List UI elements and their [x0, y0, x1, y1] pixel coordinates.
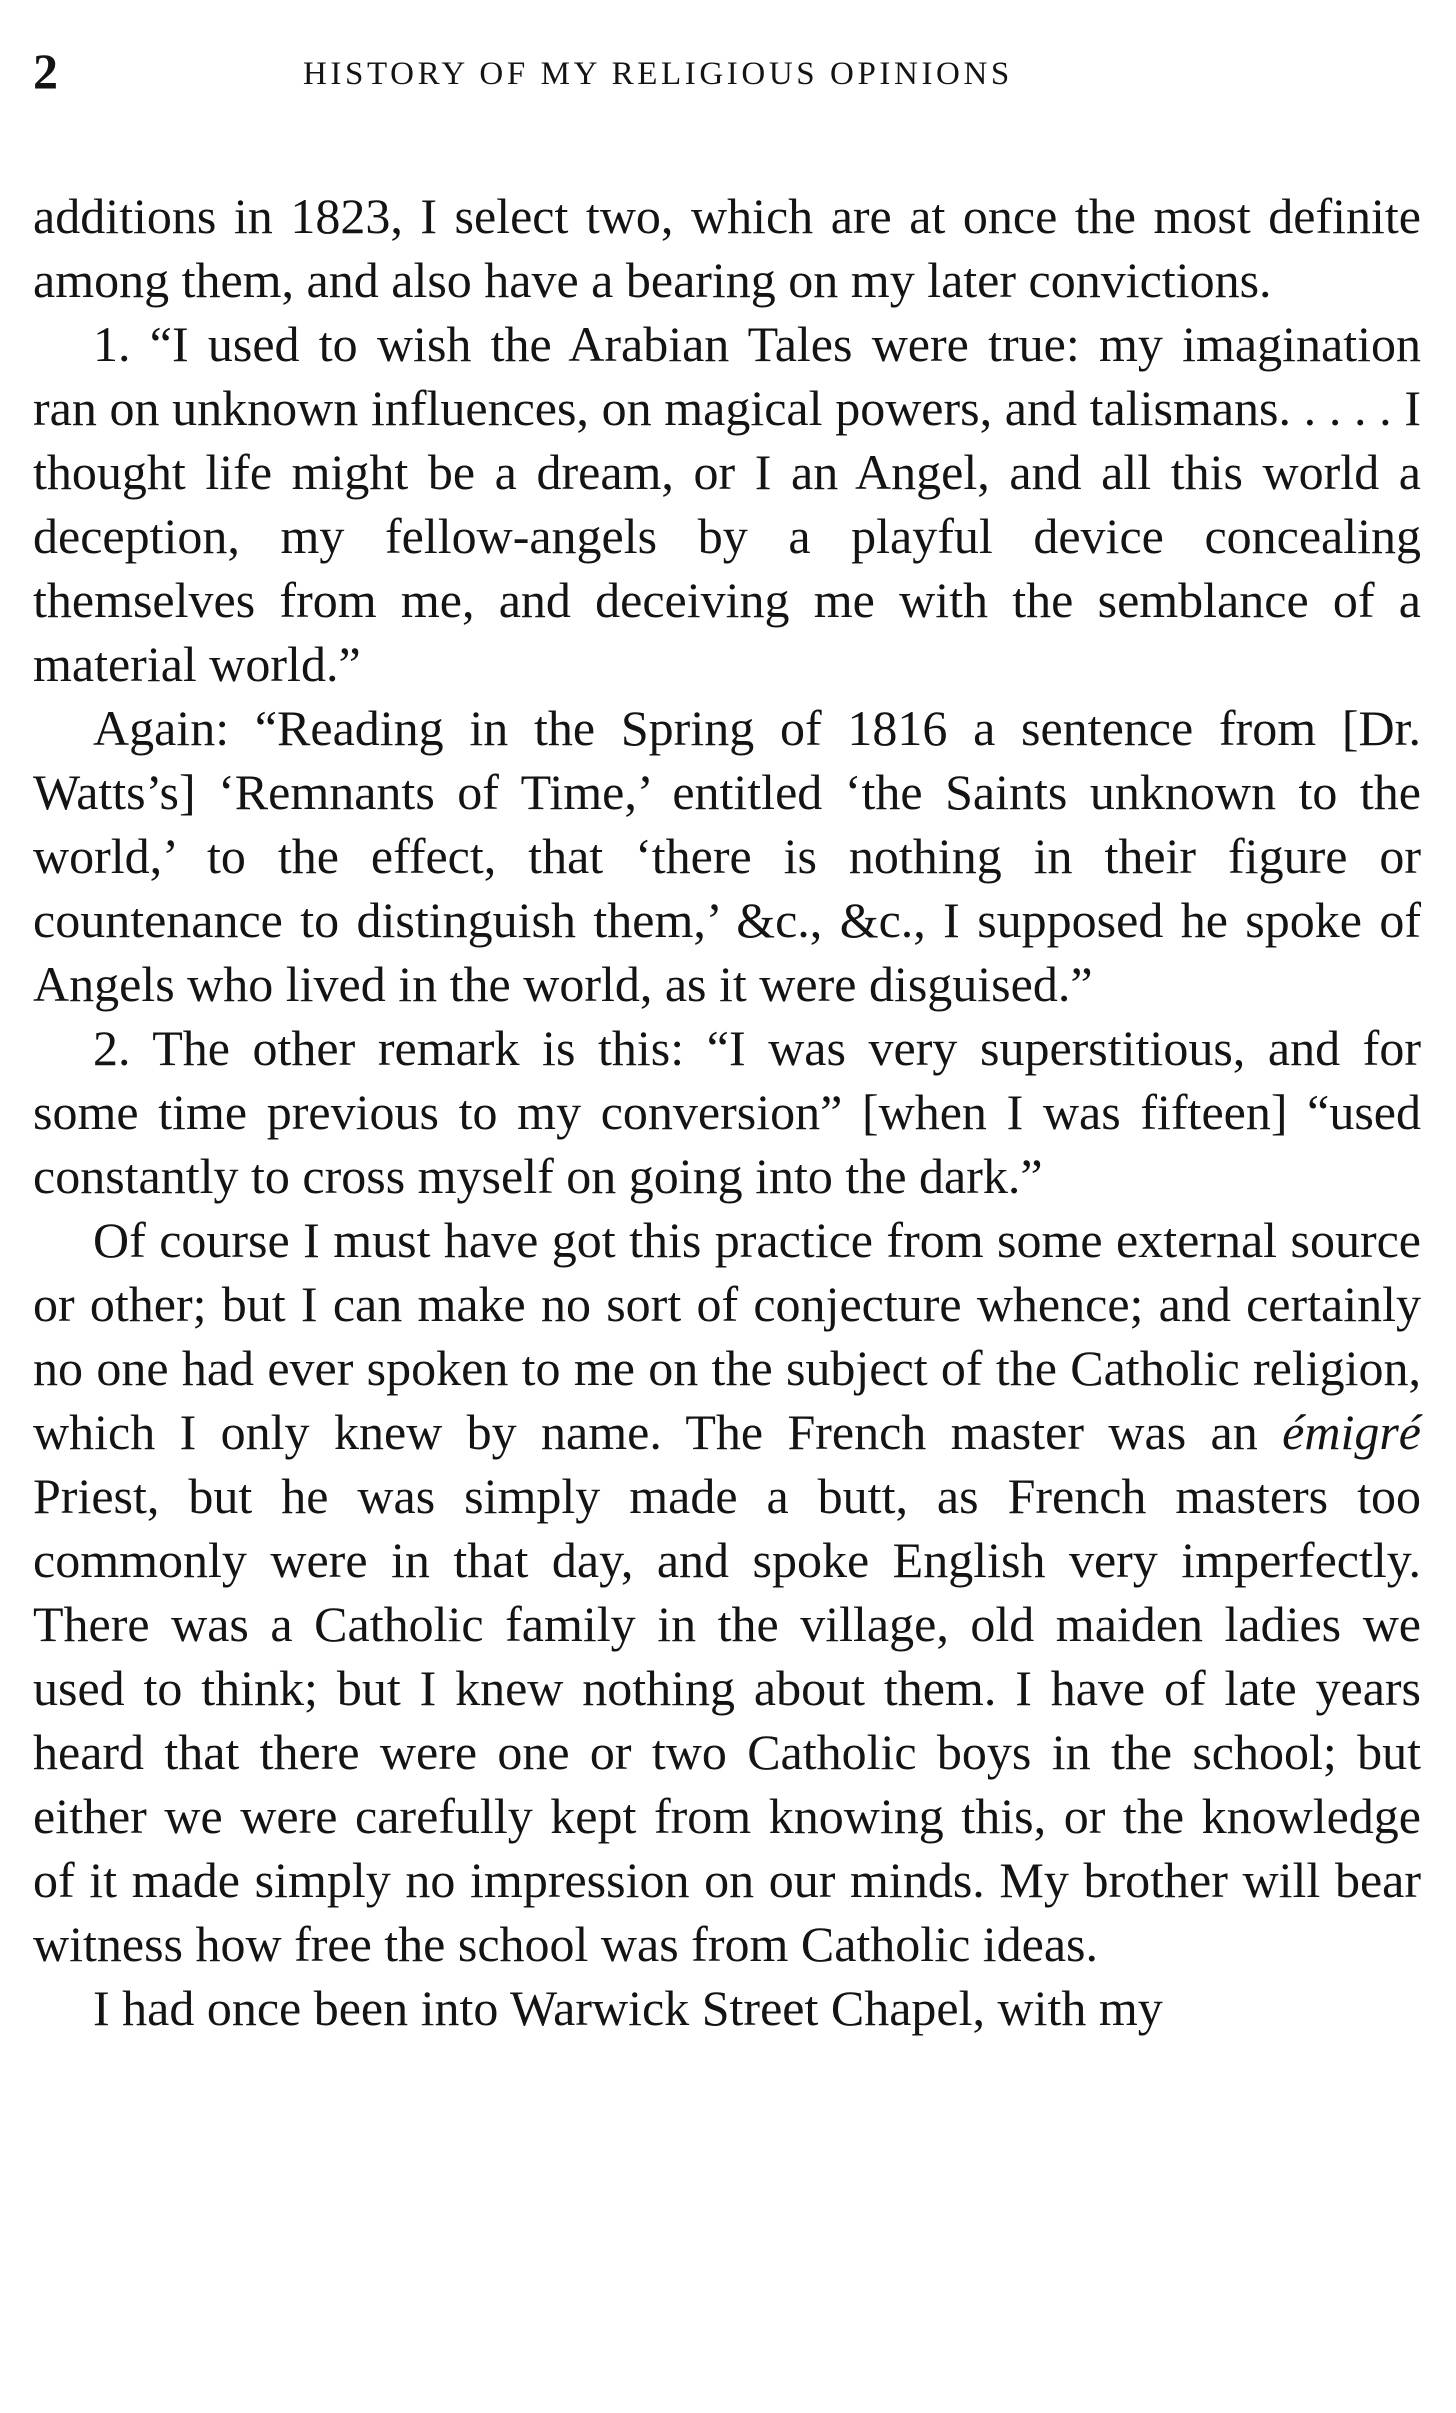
paragraph-second-remark: 2. The other remark is this: “I was very superstitious, and for some time previous to my conversion” [when I was fifteen] “used constantly to cross myself on going into the dark.” [33, 1020, 1421, 1204]
page-number: 2 [33, 43, 58, 99]
paragraph-text-before: Of course I must have got this practice from some external source or other; but I can make no sort of conjecture whence; and certainly no one had ever spoken to me on the subject of the Catholic religion, which I only knew by name. The French master was an [33, 1212, 1421, 1460]
body-text [33, 184, 1421, 2040]
paragraph-catholic-source [33, 1208, 1421, 1976]
emphasis-emigre: émigré [1282, 1404, 1421, 1460]
paragraph-text-after: Priest, but he was simply made a butt, as French masters too commonly were in that day, and spoke English very imperfectly. There was a Catholic family in the village, old maiden ladies we used to think; but I knew nothing about them. I have of late years heard that there were one or two Catholic boys in the school; but either we were carefully kept from knowing this, or the knowledge of it made simply no impression on our minds. My brother will bear witness how free the school was from Catholic ideas. [33, 1468, 1421, 1972]
paragraph-first-remark: 1. “I used to wish the Arabian Tales were true: my imagination ran on unknown influences, on magical powers, and talismans. . . . . I thought life might be a dream, or I an Angel, and all this world a deception, my fellow-angels by a playful device concealing themselves from me, and deceiving me with the semblance of a material world.” [33, 316, 1421, 692]
paragraph-continuation: additions in 1823, I select two, which are at once the most definite among them, and also have a bearing on my later convictions. [33, 188, 1421, 308]
paragraph-watts-quote: Again: “Reading in the Spring of 1816 a sentence from [Dr. Watts’s] ‘Remnants of Time,’ entitled ‘the Saints unknown to the world,’ to the effect, that ‘there is nothing in their figure or countenance to distinguish them,’ &c., &c., I supposed he spoke of Angels who lived in the world, as it were disguised.” [33, 700, 1421, 1012]
running-title: HISTORY OF MY RELIGIOUS OPINIONS [303, 56, 1013, 92]
running-head [33, 40, 1421, 112]
paragraph-warwick-street: I had once been into Warwick Street Chapel, with my [93, 1980, 1163, 2036]
book-page [33, 40, 1421, 2036]
